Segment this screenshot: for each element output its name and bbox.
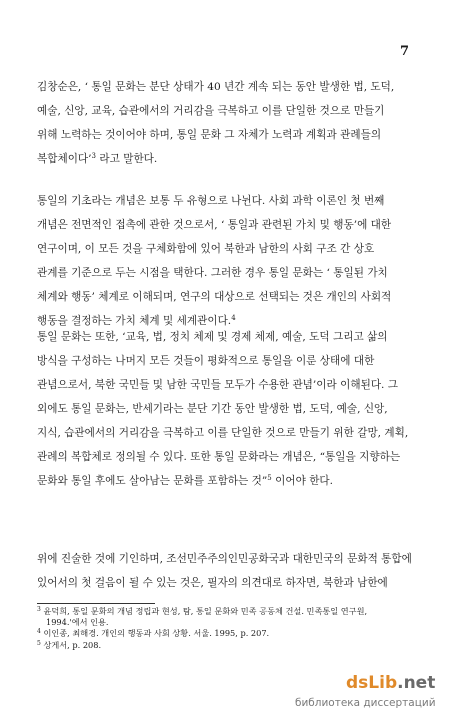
text-line: 통일 문화는 또한, ‘교육, 법, 정치 체제 및 경제 체제, 예술, 도덕 그리고 삶의 [37, 331, 388, 343]
footnote-number: 4 [37, 628, 41, 635]
footnote: 1994.'에서 인용. [46, 617, 109, 627]
footnote-rule [37, 603, 155, 604]
footnote-number: 5 [37, 640, 41, 647]
text-line: 통일의 기초라는 개념은 보통 두 유형으로 나뉜다. 사회 과학 이론인 첫 번째 [37, 195, 385, 207]
footnote-ref: 5 [267, 474, 272, 482]
text-line: 연구이며, 이 모든 것을 구체화함에 있어 북한과 남한의 사회 구조 간 상호 [37, 243, 375, 255]
footnote-ref: 4 [231, 314, 236, 322]
dslib-watermark-subtitle: библиотека диссертаций [295, 697, 436, 709]
text-line: 복합체이다’$^3$ 라고 말한다. [37, 152, 158, 165]
text-line: 관념으로서, 북한 국민들 및 남한 국민들 모두가 수용한 관념’이라 이해된다. 그 [37, 379, 399, 391]
footnote-ref: 3 [91, 152, 97, 160]
text-line: 개념은 전면적인 접촉에 관한 것으로서, ‘ 통일과 관련된 가치 및 행동’에 대한 [37, 219, 392, 231]
text-line: 김창순은, ‘ 통일 문화는 분단 상태가 40 년간 계속 되는 동안 발생한 법, 도덕, [37, 81, 395, 93]
text-line: 방식을 구성하는 나머지 모든 것들이 평화적으로 통일을 이룬 상태에 대한 [37, 355, 375, 367]
text-line: 체계와 행동’ 체계로 이해되며, 연구의 대상으로 선택되는 것은 개인의 사회적 [37, 291, 392, 303]
footnote: $^5$ 상게서, p. 208. [37, 640, 102, 650]
footnote-number: 3 [37, 606, 41, 613]
text-line: 관례의 복합체로 정의될 수 있다. 또한 통일 문화라는 개념은, “통일을 지향하는 [37, 451, 401, 463]
text-line: 행동을 결정하는 가치 체계 및 세계관이다.$^4$ [37, 314, 236, 327]
text-line: 관계를 기준으로 두는 시점을 택한다. 그러한 경우 통일 문화는 ‘ 통일된 가치 [37, 267, 388, 279]
text-line: 있어서의 첫 걸음이 될 수 있는 것은, 필자의 의견대로 하자면, 북한과 남한에 [37, 577, 388, 589]
dslib-watermark-logo[interactable]: dsLib.net [346, 673, 436, 693]
text-line: 문화와 통일 후에도 살아남는 문화를 포함하는 것”$^5$ 이어야 한다. [37, 474, 334, 487]
footnote: $^3$ 윤덕희, 통일 문화의 개념 정립과 현성, 탐, 통일 문화와 민족 공동체 건설. 민족통일 연구원, [37, 606, 368, 616]
page-number: 7 [399, 44, 409, 59]
text-line: 지식, 습관에서의 거리감을 극복하고 이를 단일한 것으로 만들기 위한 갈망, 계획, [37, 427, 409, 439]
text-line: 위에 진술한 것에 기인하며, 조선민주주의인민공화국과 대한민국의 문화적 통합에 [37, 553, 412, 565]
text-line: 위해 노력하는 것이어야 하며, 통일 문화 그 자체가 노력과 계획과 관례들의 [37, 129, 382, 141]
text-line: 예술, 신앙, 교육, 습관에서의 거리감을 극복하고 이를 단일한 것으로 만들기 [37, 105, 385, 117]
text-line: 외에도 통일 문화는, 반세기라는 분단 기간 동안 발생한 법, 도덕, 예술, 신앙, [37, 403, 388, 415]
footnote: $^4$ 이인종, 최해경. 개인의 행동과 사회 상황. 서울. 1995, p. 207. [37, 628, 270, 638]
